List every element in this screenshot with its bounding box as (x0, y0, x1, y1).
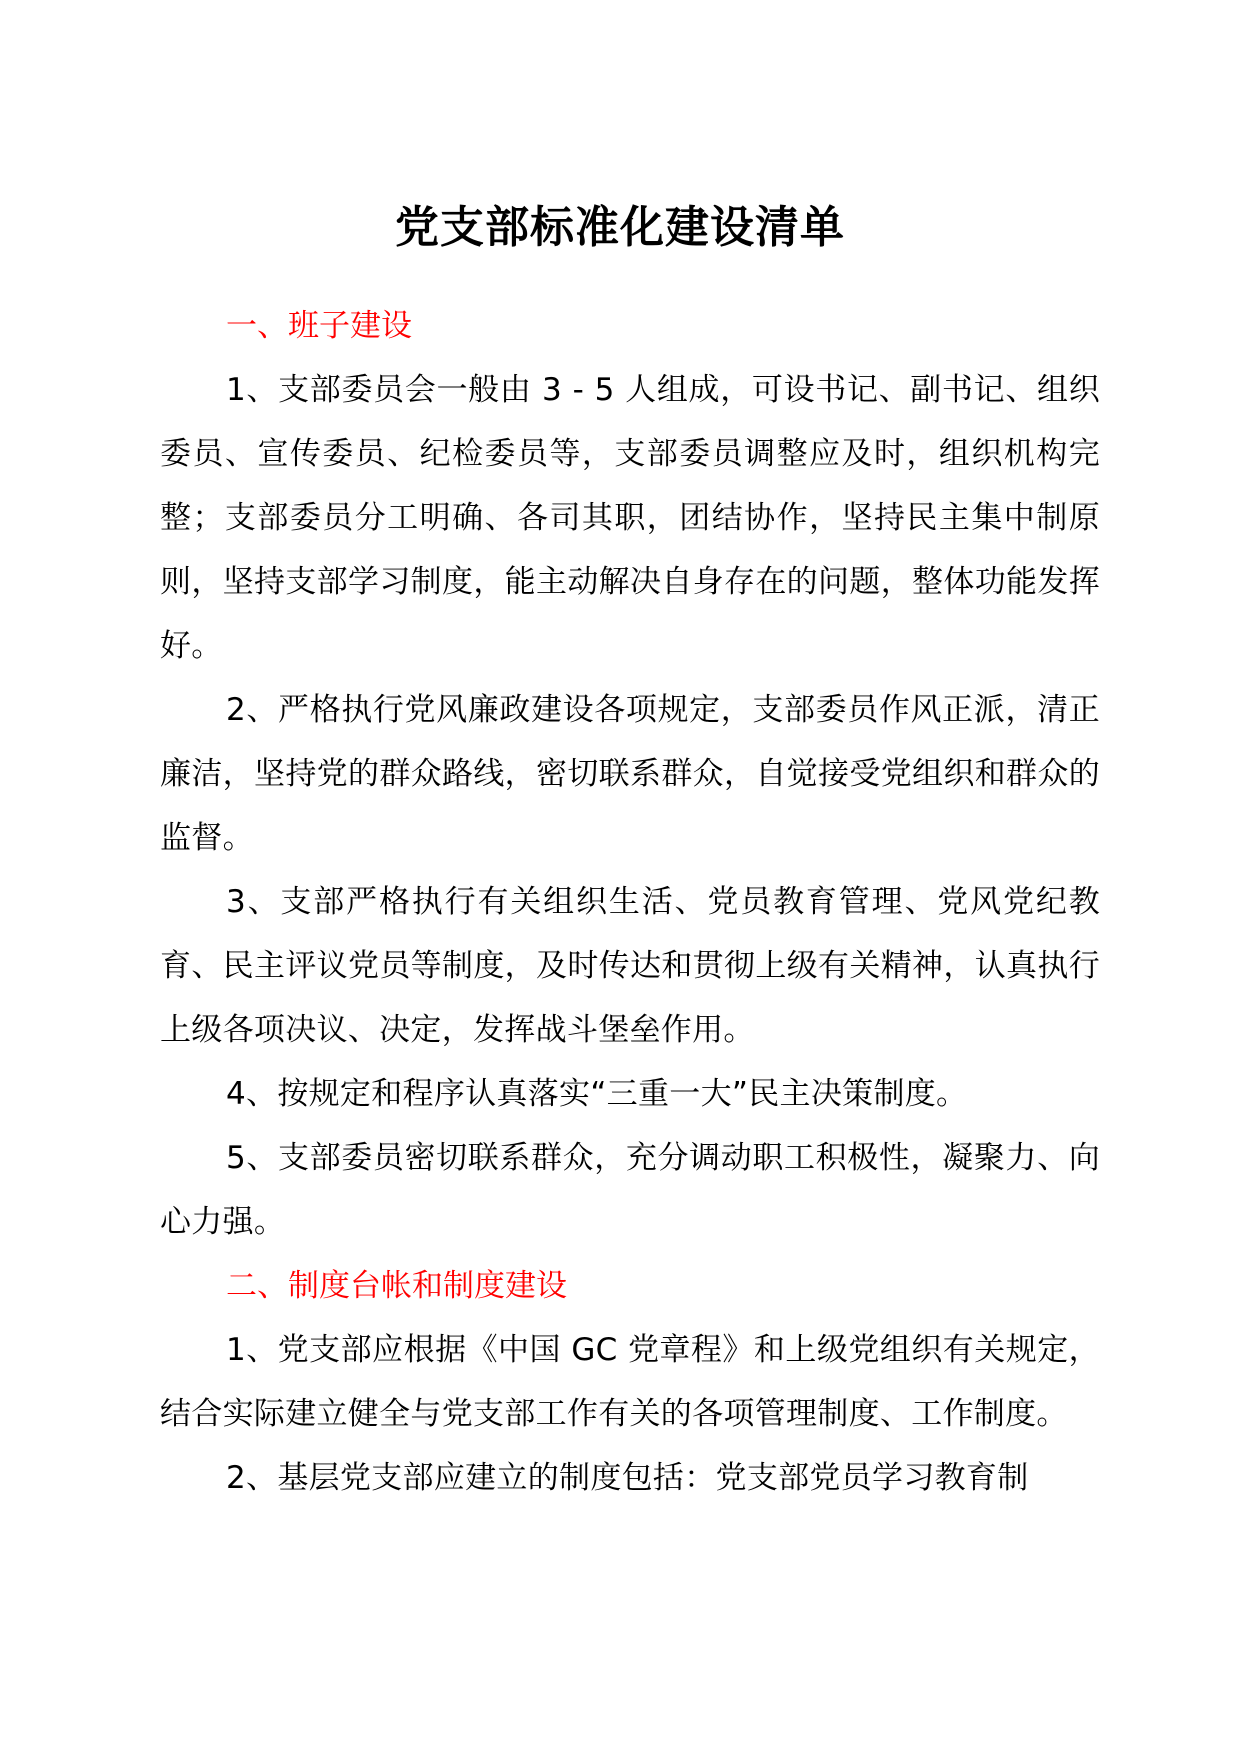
paragraph: 1、支部委员会一般由 3 - 5 人组成，可设书记、副书记、组织委员、宣传委员、纪检委员等，支部委员调整应及时，组织机构完整；支部委员分工明确、各司其职，团结协作，坚持民主集中制原则，坚持支部学习制度，能主动解决自身存在的问题，整体功能发挥好。 (160, 372, 1100, 664)
paragraph: 5、支部委员密切联系群众，充分调动职工积极性，凝聚力、向心力强。 (160, 1140, 1100, 1240)
paragraph: 2、严格执行党风廉政建设各项规定，支部委员作风正派，清正廉洁，坚持党的群众路线，密切联系群众，自觉接受党组织和群众的监督。 (160, 692, 1100, 856)
paragraph: 3、支部严格执行有关组织生活、党员教育管理、党风党纪教育、民主评议党员等制度，及时传达和贯彻上级有关精神，认真执行上级各项决议、决定，发挥战斗堡垒作用。 (160, 884, 1100, 1048)
section-leadership (160, 294, 1100, 1254)
document-title: 党支部标准化建设清单 (395, 202, 845, 253)
section-heading: 二、制度台帐和制度建设 (226, 1268, 567, 1304)
paragraph: 2、基层党支部应建立的制度包括：党支部党员学习教育制 (226, 1460, 1029, 1496)
paragraph: 4、按规定和程序认真落实“三重一大”民主决策制度。 (226, 1076, 968, 1112)
section-heading: 一、班子建设 (226, 308, 412, 344)
paragraph: 1、党支部应根据《中国 GC 党章程》和上级党组织有关规定，结合实际建立健全与党支部工作有关的各项管理制度、工作制度。 (160, 1332, 1100, 1432)
section-system-building (160, 1254, 1100, 1510)
document-page (160, 200, 1100, 1510)
